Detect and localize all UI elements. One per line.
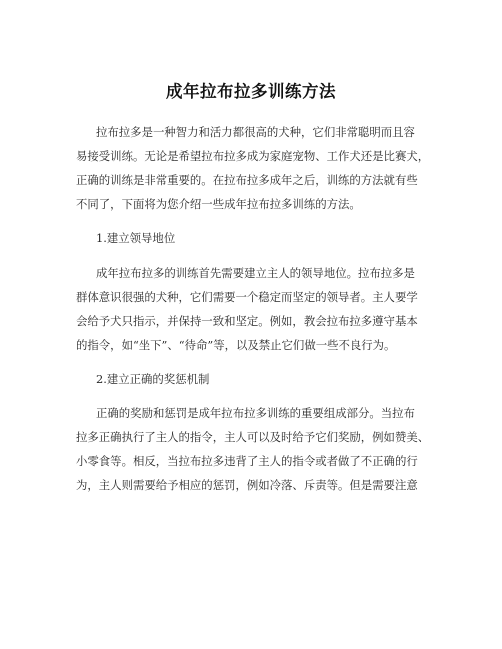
section-2-line-1: 正确的奖励和惩罚是成年拉布拉多训练的重要组成部分。当拉布 — [96, 406, 415, 420]
document-title: 成年拉布拉多训练方法 — [166, 82, 336, 101]
intro-line-2: 易接受训练。无论是希望拉布拉多成为家庭宠物、工作犬还是比赛犬， — [76, 149, 430, 163]
section-1-line-2: 群体意识很强的犬种，它们需要一个稳定而坚定的领导者。主人要学 — [76, 290, 418, 304]
section-2-line-4: 为，主人则需要给予相应的惩罚，例如冷落、斥责等。但是需要注意 — [76, 478, 418, 492]
section-1-heading: 1.建立领导地位 — [96, 231, 176, 245]
section-1-line-1: 成年拉布拉多的训练首先需要建立主人的领导地位。拉布拉多是 — [96, 266, 415, 280]
section-1-line-3: 会给予犬只指示，并保持一致和坚定。例如，教会拉布拉多遵守基本 — [76, 314, 418, 328]
section-2-line-3: 小零食等。相反，当拉布拉多违背了主人的指令或者做了不正确的行 — [76, 454, 418, 468]
intro-line-1: 拉布拉多是一种智力和活力都很高的犬种，它们非常聪明而且容 — [96, 125, 415, 139]
section-2-line-2: 拉多正确执行了主人的指令，主人可以及时给予它们奖励，例如赞美、 — [76, 430, 430, 444]
section-2-heading: 2.建立正确的奖惩机制 — [96, 372, 210, 386]
intro-line-3: 正确的训练是非常重要的。在拉布拉多成年之后，训练的方法就有些 — [76, 173, 418, 187]
section-1-line-4: 的指令，如“坐下”、“待命”等，以及禁止它们做一些不良行为。 — [76, 338, 396, 352]
intro-line-4: 不同了，下面将为您介绍一些成年拉布拉多训练的方法。 — [76, 197, 361, 211]
